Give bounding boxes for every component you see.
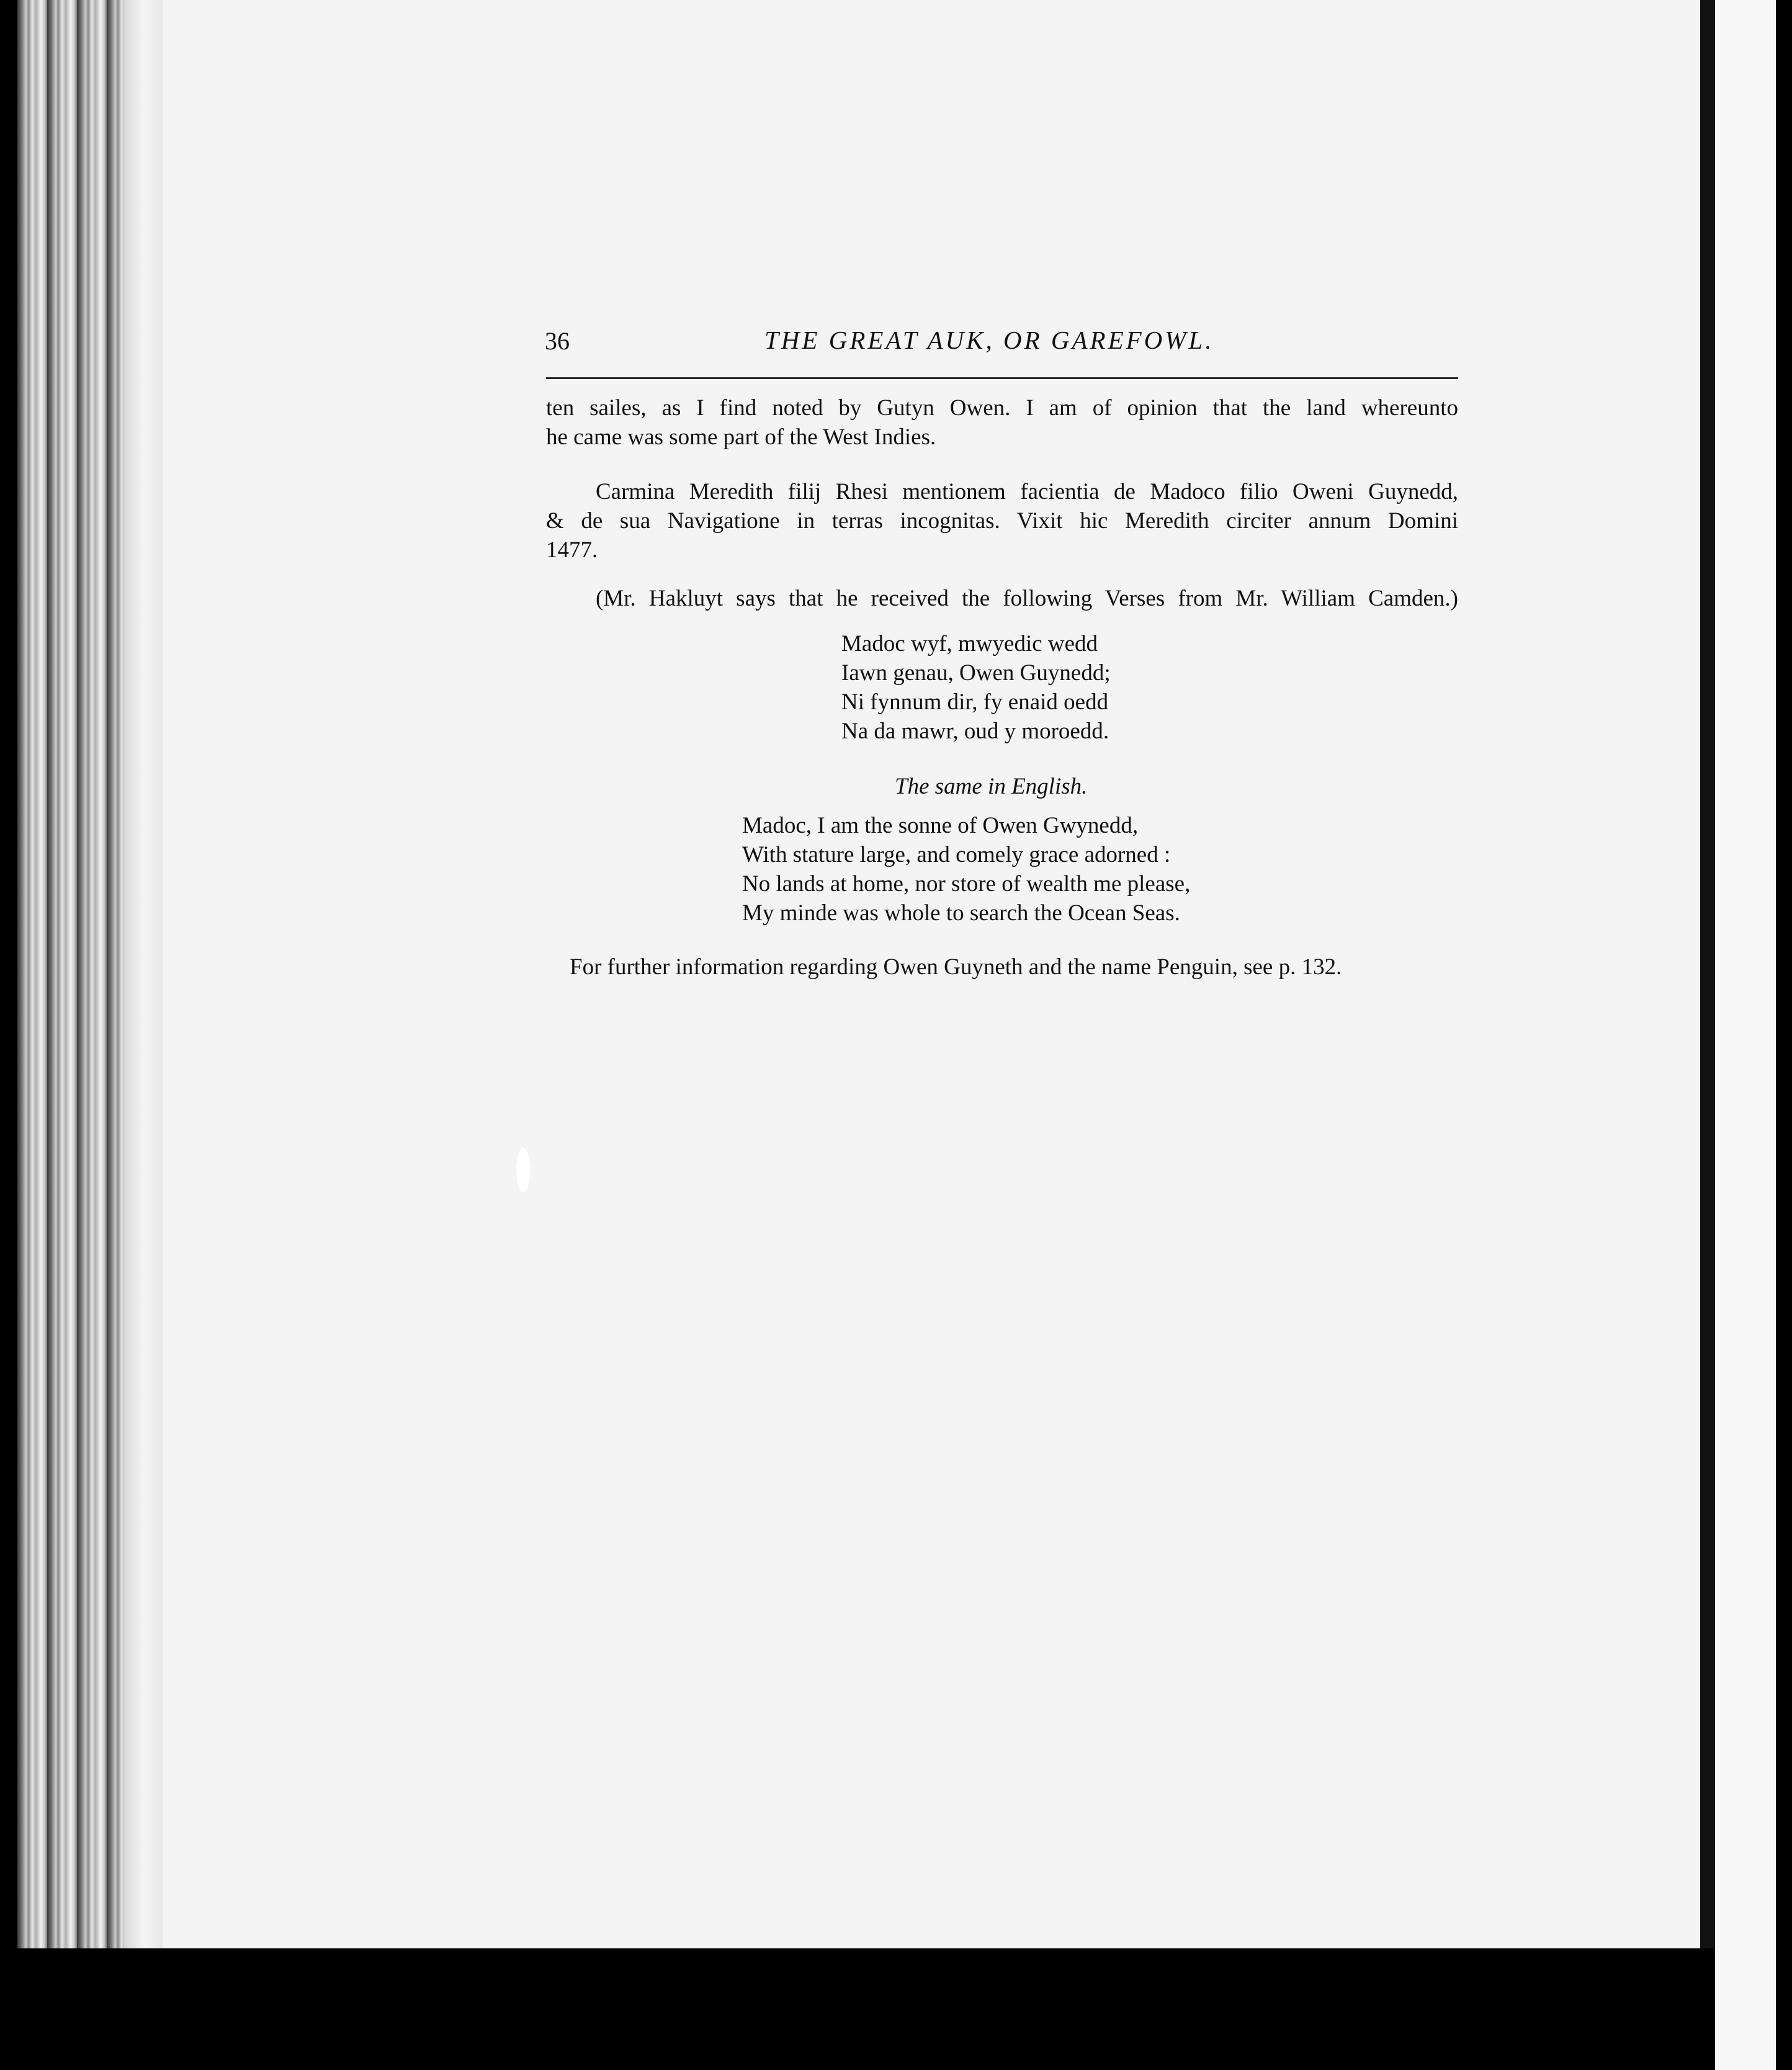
running-head: THE GREAT AUK, OR GAREFOWL. [764,326,1214,354]
paragraph-2-line-3: 1477. [546,537,598,563]
verse-line: My minde was whole to search the Ocean Seas. [742,900,1180,926]
scan-border-right [1776,0,1792,2070]
verse-line: Ni fynnum dir, fy enaid oedd [841,689,1109,715]
verse-subheading: The same in English. [895,774,1088,799]
scan-border-bottom [0,1948,1715,2070]
verse-line: Madoc, I am the sonne of Owen Gwynedd, [742,813,1139,838]
cross-reference-note: For further information regarding Owen Guyneth and the name Penguin, see p. 132. [570,954,1342,980]
verse-line: Iawn genau, Owen Guynedd; [841,660,1111,686]
verse-line: With stature large, and comely grace adorned : [742,842,1171,867]
paragraph-3: (Mr. Hakluyt says that he received the following Verses from Mr. William Camden.) [596,586,1458,611]
header-rule [546,377,1458,379]
verse-line: No lands at home, nor store of wealth me please, [742,871,1191,897]
paragraph-2-line-2: & de sua Navigatione in terras incognitas. Vixit hic Meredith circiter annum Domini [546,508,1458,534]
verse-line: Na da mawr, oud y moroedd. [841,719,1109,744]
paragraph-1-line-1: ten sailes, as I find noted by Gutyn Owen. I am of opinion that the land whereunto [546,395,1458,421]
verse-line: Madoc wyf, mwyedic wedd [841,631,1098,656]
paper-speck [516,1148,530,1193]
page-number: 36 [545,327,570,355]
book-gutter [1700,0,1715,1948]
paragraph-1-line-2: he came was some part of the West Indies. [546,424,936,450]
paragraph-2-line-1: Carmina Meredith filij Rhesi mentionem facientia de Madoco filio Oweni Guynedd, [596,479,1458,504]
